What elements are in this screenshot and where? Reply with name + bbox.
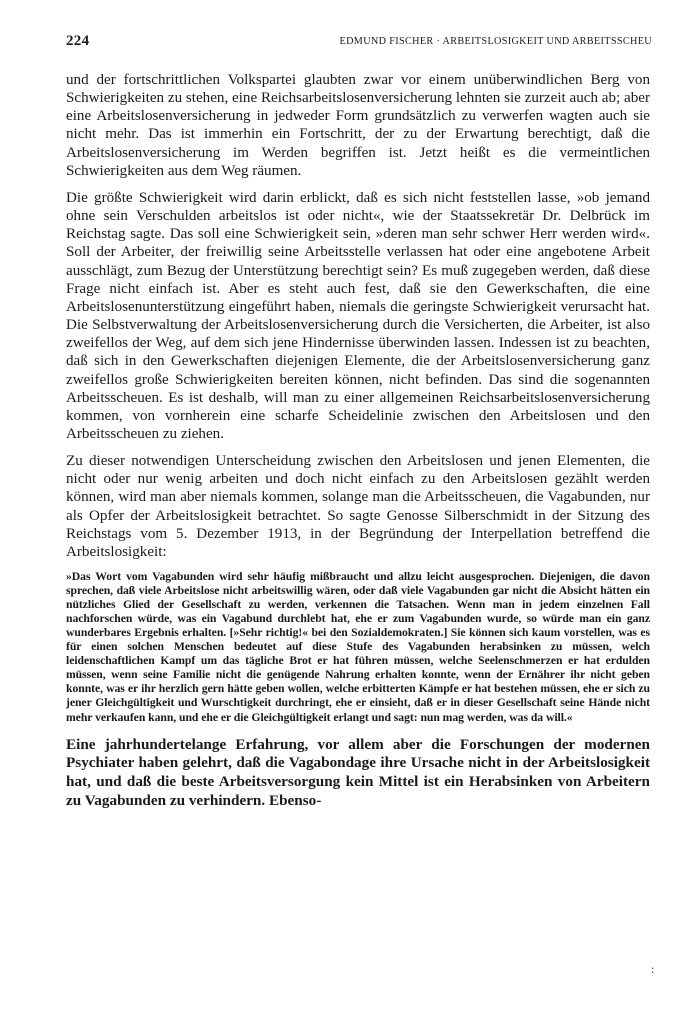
paragraph-2: Die größte Schwierigkeit wird darin erblickt, daß es sich nicht feststellen lasse, »ob jemand ohne sein Verschulden arbeitslos ist oder nicht«, wie der Staatssekretär Dr. Delbrück im Reichstag sagte. Das soll eine Schwierigkeit sein, »deren man sehr schwer Herr werden wird«. Soll der Arbeiter, der freiwillig seine Arbeitsstelle verlassen hat oder eine angebotene Arbeit ausschlägt, zum Bezug der Unterstützung berechtigt sein? Es muß zugegeben werden, daß diese Frage nicht einfach ist. Aber es steht auch fest, daß sie den Gewerkschaften, die eine Arbeitslosenunterstützung eingeführt haben, niemals die geringste Schwierigkeit verursacht hat. Die Selbstverwaltung der Arbeitslosenversicherung durch die Versicherten, die Arbeiter, ist also zweifellos der Weg, auf dem sich jene Hindernisse überwinden lassen. Indessen ist zu beachten, daß sich in den Gewerkschaften diejenigen Elemente, die der Arbeitslosenversicherung ganz zweifellos große Schwierigkeiten bereiten können, nicht befinden. Das sind die sogenannten Arbeitsscheuen. Es ist deshalb, will man zu einer allgemeinen Reichsarbeitslosenversicherung kommen, von vornherein eine scharfe Scheidelinie zwischen den Arbeitslosen und den Arbeitsscheuen zu ziehen. xyxy=(66,189,650,442)
paragraph-3: Zu dieser notwendigen Unterscheidung zwischen den Arbeitslosen und jenen Elementen, die nicht oder nur wenig arbeiten und doch nicht einfach zu den Arbeitslosen gezählt werden können, wird man aber niemals kommen, solange man die Arbeitsscheuen, die Vagabunden, nur als Opfer der Arbeitslosigkeit betrachtet. So sagte Genosse Silberschmidt in der Sitzung des Reichstags vom 5. Dezember 1913, in der Begründung der Interpellation betreffend die Arbeitslosigkeit: xyxy=(66,453,650,560)
block-quote: »Das Wort vom Vagabunden wird sehr häufig mißbraucht und allzu leicht ausgesprochen. Diejenigen, die davon sprechen, daß viele Arbeitslose nicht arbeitswillig wären, oder daß viele Vagabunden gar nicht die Absicht hätten ein nützliches Glied der Gesellschaft zu werden, verkennen die Tatsachen. Wenn man in jedem einzelnen Fall nachforschen würde, was ein Vagabund durchlebt hat, ehe er zum Vagabunden wurde, so würde man ein ganz wunderbares Ergebnis erhalten. [»Sehr richtig!« bei den Sozialdemokraten.] Sie können sich kaum vorstellen, was es für einen solchen Menschen bedeutet auf diese Stufe des Vagabunden herabsinken zu müssen, welch leidenschaftlichen Kampf um das tägliche Brot er hat führen müssen, welche Seelenschmerzen er hat erdulden müssen, wenn seine Familie nicht die genügende Nahrung erhalten konnte, wenn der Ernährer ihr nicht geben konnte, was er ihr herzlich gern hätte geben wollen, welche erbitterten Kämpfe er hat bestehen müssen, ehe er sich zu jener Gleichgültigkeit und Wurschtigkeit durchringt, ehe er einsieht, daß er in dieser Gesellschaft seine Hände nicht mehr verkaufen kann, und ehe er die Gleichgültigkeit erlangt und sagt: nun mag werden, was da will.« xyxy=(66,570,650,724)
page-header xyxy=(66,33,652,53)
closing-paragraph: Eine jahrhundertelange Erfahrung, vor allem aber die Forschungen der modernen Psychiater haben gelehrt, daß die Vagabondage ihre Ursache nicht in der Arbeitslosigkeit hat, und daß die beste Arbeitsversorgung kein Mittel ist ein Herabsinken von Arbeitern zu Vagabunden zu verhindern. Ebenso- xyxy=(66,735,650,809)
margin-mark: : xyxy=(651,962,655,976)
running-title: EDMUND FISCHER · ARBEITSLOSIGKEIT UND ARBEITSSCHEU xyxy=(339,36,652,47)
page-number: 224 xyxy=(66,33,90,49)
body-text xyxy=(66,71,650,811)
paragraph-1: und der fortschrittlichen Volkspartei glaubten zwar vor einem unüberwindlichen Berg von Schwierigkeiten zu stehen, eine Reichsarbeitslosenversicherung lehnten sie zurzeit auch ab; aber eine Arbeitslosenversicherung in jedweder Form grundsätzlich zu verwerfen wagten auch sie nicht mehr. Das ist immerhin ein Fortschritt, der zu der Erwartung berechtigt, daß die Arbeitslosenversicherung im Werden begriffen ist. Jetzt heißt es die vermeintlichen Schwierigkeiten aus dem Weg räumen. xyxy=(66,72,650,179)
